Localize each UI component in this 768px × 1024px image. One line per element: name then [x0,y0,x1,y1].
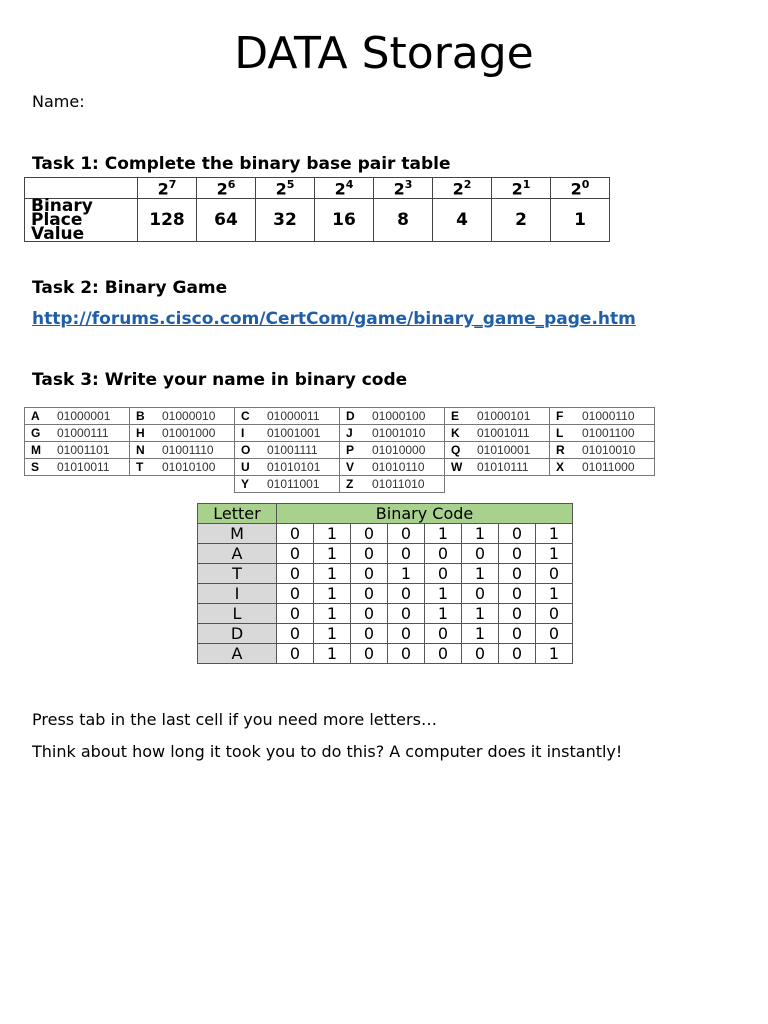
bit-cell[interactable]: 1 [425,584,462,604]
value-cell[interactable]: 1 [551,199,610,242]
alphabet-letter: Q [445,442,478,459]
alphabet-letter: T [130,459,163,476]
row-label: Binary Place Value [25,199,138,242]
alphabet-letter: C [235,408,268,425]
power-exponent: 2 [463,178,472,191]
code-row [198,644,573,664]
bit-cell[interactable]: 0 [388,544,425,564]
power-base: 2 [275,179,287,199]
power-cell [315,178,374,199]
binary-code-table[interactable] [197,503,573,664]
bit-cell[interactable]: 0 [351,544,388,564]
bit-cell[interactable]: 1 [425,524,462,544]
alphabet-binary: 01001000 [162,425,235,442]
value-cell[interactable]: 64 [197,199,256,242]
bit-cell[interactable]: 0 [388,624,425,644]
value-cell[interactable]: 32 [256,199,315,242]
bit-cell[interactable]: 0 [536,564,573,584]
bit-cell[interactable]: 1 [388,564,425,584]
bit-cell[interactable]: 0 [462,644,499,664]
bit-cell[interactable]: 0 [351,624,388,644]
value-cell[interactable]: 16 [315,199,374,242]
bit-cell[interactable]: 1 [314,564,351,584]
alphabet-letter: X [550,459,583,476]
task2-heading: Task 2: Binary Game [32,278,228,298]
alphabet-letter: E [445,408,478,425]
letter-cell[interactable]: L [198,604,277,624]
bit-cell[interactable]: 0 [351,604,388,624]
alphabet-letter: V [340,459,373,476]
power-cell [256,178,315,199]
alphabet-row [25,459,655,476]
power-base: 2 [511,179,523,199]
power-cell [433,178,492,199]
alphabet-binary: 01010101 [267,459,340,476]
power-exponent: 7 [168,178,177,191]
bit-cell[interactable]: 0 [462,584,499,604]
code-table-header [198,504,573,524]
power-exponent: 5 [286,178,295,191]
alphabet-letter: W [445,459,478,476]
alphabet-binary: 01001100 [582,425,655,442]
letter-cell[interactable]: T [198,564,277,584]
bit-cell[interactable]: 0 [462,544,499,564]
bit-cell[interactable]: 0 [388,644,425,664]
power-cell [374,178,433,199]
alphabet-binary: 01010000 [372,442,445,459]
bit-cell[interactable]: 1 [314,544,351,564]
alphabet-binary: 01000110 [582,408,655,425]
alphabet-letter: F [550,408,583,425]
bit-cell[interactable]: 1 [314,644,351,664]
alphabet-letter: L [550,425,583,442]
bit-cell[interactable]: 0 [499,604,536,624]
bit-cell[interactable]: 0 [277,544,314,564]
empty-cell [57,476,130,493]
task1-heading: Task 1: Complete the binary base pair table [32,154,451,174]
empty-cell [130,476,163,493]
bit-cell[interactable]: 1 [314,584,351,604]
alphabet-letter: G [25,425,58,442]
empty-cell [477,476,550,493]
bit-cell[interactable]: 0 [499,524,536,544]
alphabet-row [25,425,655,442]
alphabet-binary: 01000111 [57,425,130,442]
alphabet-letter: N [130,442,163,459]
empty-cell [550,476,583,493]
power-base: 2 [452,179,464,199]
task3-heading: Task 3: Write your name in binary code [32,370,408,390]
bit-cell[interactable]: 1 [536,524,573,544]
power-exponent: 4 [345,178,354,191]
bit-cell[interactable]: 0 [351,564,388,584]
bit-cell[interactable]: 1 [462,564,499,584]
alphabet-letter: P [340,442,373,459]
alphabet-binary: 01000001 [57,408,130,425]
bit-cell[interactable]: 0 [425,644,462,664]
power-cell [551,178,610,199]
bit-cell[interactable]: 0 [499,584,536,604]
alphabet-letter: O [235,442,268,459]
tab-hint: Press tab in the last cell if you need more letters… [32,710,437,729]
alphabet-letter: J [340,425,373,442]
alphabet-binary: 01010010 [582,442,655,459]
code-row [198,604,573,624]
alphabet-letter: H [130,425,163,442]
alphabet-binary: 01001001 [267,425,340,442]
alphabet-binary: 01001111 [267,442,340,459]
letter-cell[interactable]: A [198,544,277,564]
bit-cell[interactable]: 0 [351,584,388,604]
bit-cell[interactable]: 0 [536,624,573,644]
alphabet-letter: M [25,442,58,459]
alphabet-letter: S [25,459,58,476]
bit-cell[interactable]: 0 [499,544,536,564]
alphabet-binary: 01001011 [477,425,550,442]
bit-cell[interactable]: 0 [425,544,462,564]
alphabet-binary: 01010100 [162,459,235,476]
power-cell [492,178,551,199]
binary-code-column-header: Binary Code [277,504,573,524]
bit-cell[interactable]: 0 [277,584,314,604]
letter-cell[interactable]: I [198,584,277,604]
letter-cell[interactable]: D [198,624,277,644]
alphabet-binary: 01001110 [162,442,235,459]
power-exponent: 1 [522,178,531,191]
bit-cell[interactable]: 0 [499,564,536,584]
alphabet-letter: U [235,459,268,476]
binary-game-link[interactable]: http://forums.cisco.com/CertCom/game/binary_game_page.htm [32,309,636,329]
value-cell[interactable]: 128 [138,199,197,242]
page-title: DATA Storage [234,28,534,79]
empty-cell [162,476,235,493]
bit-cell[interactable]: 1 [536,644,573,664]
letter-cell[interactable]: M [198,524,277,544]
alphabet-row [25,408,655,425]
bit-cell[interactable]: 1 [425,604,462,624]
alphabet-letter: D [340,408,373,425]
closing-note: Think about how long it took you to do this? A computer does it instantly! [32,742,623,761]
power-cell [197,178,256,199]
bit-cell[interactable]: 0 [277,564,314,584]
alphabet-letter: Z [340,476,373,493]
code-row [198,584,573,604]
bit-cell[interactable]: 0 [277,524,314,544]
alphabet-letter: R [550,442,583,459]
letter-cell[interactable]: A [198,644,277,664]
bit-cell[interactable]: 0 [536,604,573,624]
code-row [198,524,573,544]
power-cell [138,178,197,199]
bit-cell[interactable]: 0 [388,524,425,544]
power-base: 2 [570,179,582,199]
alphabet-binary: 01000011 [267,408,340,425]
alphabet-reference-table [24,407,655,493]
alphabet-binary: 01000010 [162,408,235,425]
alphabet-letter: I [235,425,268,442]
power-exponent: 6 [227,178,236,191]
bit-cell[interactable]: 1 [536,584,573,604]
bit-cell[interactable]: 0 [351,644,388,664]
alphabet-binary: 01011010 [372,476,445,493]
empty-cell [445,476,478,493]
alphabet-binary: 01011000 [582,459,655,476]
alphabet-binary: 01001101 [57,442,130,459]
letter-column-header: Letter [198,504,277,524]
power-base: 2 [216,179,228,199]
power-base: 2 [157,179,169,199]
empty-cell [25,476,58,493]
bit-cell[interactable]: 0 [277,644,314,664]
alphabet-binary: 01010001 [477,442,550,459]
alphabet-letter: K [445,425,478,442]
alphabet-binary: 01010011 [57,459,130,476]
alphabet-binary: 01011001 [267,476,340,493]
bit-cell[interactable]: 1 [536,544,573,564]
bit-cell[interactable]: 1 [462,624,499,644]
alphabet-letter: A [25,408,58,425]
bit-cell[interactable]: 0 [277,604,314,624]
bit-cell[interactable]: 0 [351,524,388,544]
value-cell[interactable]: 4 [433,199,492,242]
bit-cell[interactable]: 1 [462,604,499,624]
bit-cell[interactable]: 0 [388,584,425,604]
name-label: Name: [32,92,85,111]
alphabet-binary: 01000101 [477,408,550,425]
alphabet-row [25,442,655,459]
value-cell[interactable]: 2 [492,199,551,242]
empty-cell [582,476,655,493]
code-row [198,624,573,644]
bit-cell[interactable]: 0 [388,604,425,624]
code-row [198,544,573,564]
bit-cell[interactable]: 0 [499,644,536,664]
bit-cell[interactable]: 1 [462,524,499,544]
value-cell[interactable]: 8 [374,199,433,242]
bit-cell[interactable]: 0 [425,624,462,644]
alphabet-letter: B [130,408,163,425]
power-base: 2 [334,179,346,199]
code-row [198,564,573,584]
bit-cell[interactable]: 1 [314,524,351,544]
alphabet-binary: 01000100 [372,408,445,425]
powers-row [25,178,610,199]
bit-cell[interactable]: 0 [499,624,536,644]
power-exponent: 0 [581,178,590,191]
place-value-table [24,177,610,245]
alphabet-binary: 01001010 [372,425,445,442]
alphabet-binary: 01010111 [477,459,550,476]
bit-cell[interactable]: 0 [425,564,462,584]
values-row [25,199,610,242]
bit-cell[interactable]: 1 [314,624,351,644]
alphabet-row [25,476,655,493]
power-base: 2 [393,179,405,199]
bit-cell[interactable]: 0 [277,624,314,644]
power-exponent: 3 [404,178,413,191]
bit-cell[interactable]: 1 [314,604,351,624]
alphabet-binary: 01010110 [372,459,445,476]
alphabet-letter: Y [235,476,268,493]
